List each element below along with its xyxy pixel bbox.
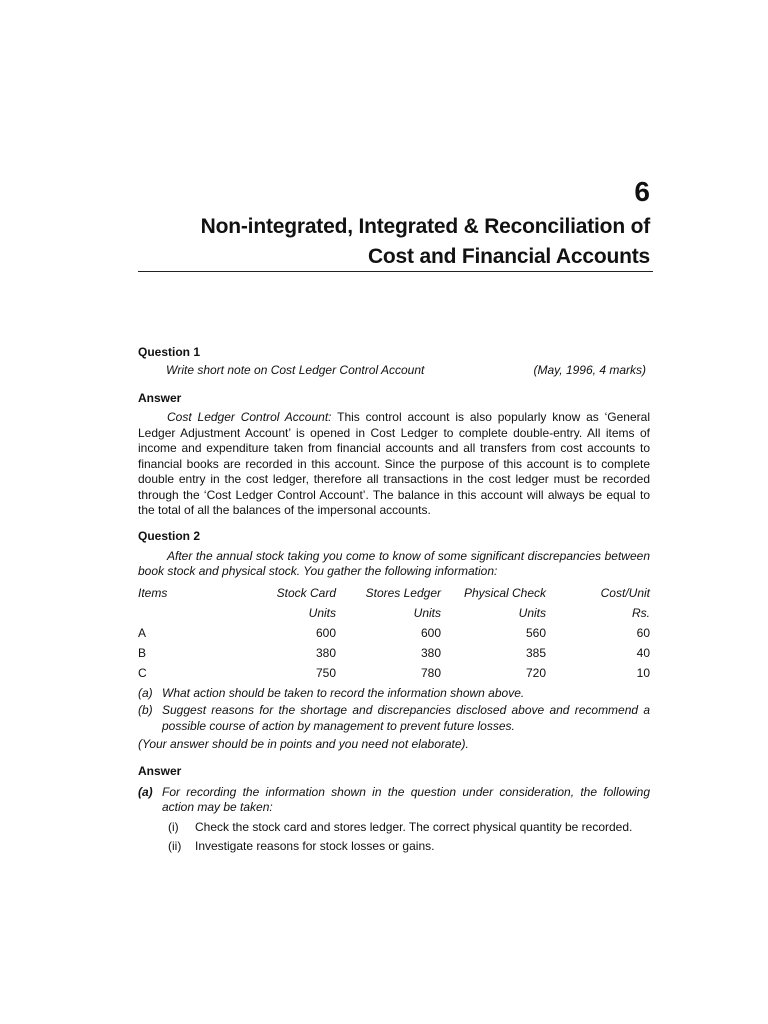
- table-cell: 560: [525, 625, 546, 640]
- question-1-text: [138, 363, 650, 379]
- table-cell: 380: [420, 645, 441, 660]
- table-cell: 780: [420, 665, 441, 680]
- table-cell: 380: [315, 645, 336, 660]
- answer-2-part-a: [138, 785, 650, 816]
- table-header-cell: Stock Card: [276, 585, 336, 600]
- chapter-title: [138, 212, 650, 272]
- table-cell: 720: [525, 665, 546, 680]
- answer-1-heading: Answer: [138, 391, 182, 405]
- question-2-part-b: [138, 703, 650, 734]
- answer-1-body: This control account is also popularly know as ‘General Ledger Adjustment Account’ is opened in Cost Ledger to complete double-entry. All items of income and expenditure taken from financial accounts and all transfers from cost accounts to financial books are recorded in this account. Since the purpose of this account is to complete double entry in the cost ledger, therefore all transactions in the cost ledger must be recorded through the ‘Cost Ledger Control Account’. The balance in this account will always be equal to the total of all the balances of the impersonal accounts.: [138, 410, 650, 517]
- answer-1-paragraph: [138, 410, 650, 519]
- table-cell: 600: [315, 625, 336, 640]
- chapter-title-line-2: Cost and Financial Accounts: [367, 245, 650, 268]
- table-cell: 600: [420, 625, 441, 640]
- stock-discrepancy-table: [138, 584, 650, 684]
- subitem-text: Check the stock card and stores ledger. The correct physical quantity be recorded.: [195, 819, 633, 834]
- subitem-label: (i): [168, 819, 179, 834]
- part-label: (a): [138, 685, 153, 700]
- part-label: (a): [138, 784, 153, 799]
- table-cell: C: [138, 665, 147, 680]
- answer-2-subitem-i: [138, 820, 650, 836]
- question-1-heading: Question 1: [138, 345, 201, 359]
- table-header-row: [138, 584, 650, 604]
- table-units-cell: Units: [518, 605, 546, 620]
- table-cell: 750: [315, 665, 336, 680]
- chapter-title-line-1: Non-integrated, Integrated & Reconciliation of: [200, 215, 650, 238]
- answer-2-heading: Answer: [138, 763, 182, 778]
- part-text: For recording the information shown in the question under consideration, the following action may be taken:: [162, 784, 650, 814]
- question-1-prompt: Write short note on Cost Ledger Control Account: [166, 363, 425, 377]
- question-1-marks: (May, 1996, 4 marks): [533, 363, 646, 377]
- table-units-cell: Rs.: [632, 605, 650, 620]
- table-header-cell: Physical Check: [463, 585, 546, 600]
- table-units-row: [138, 604, 650, 624]
- table-cell: A: [138, 625, 147, 640]
- table-cell: 60: [636, 625, 650, 640]
- table-units-cell: Units: [308, 605, 336, 620]
- question-2-note: (Your answer should be in points and you need not elaborate).: [138, 737, 469, 751]
- table-cell: 40: [636, 645, 650, 660]
- subitem-text: Investigate reasons for stock losses or gains.: [195, 839, 435, 853]
- title-divider: [138, 271, 653, 272]
- table-units-cell: [138, 604, 248, 624]
- document-content: [138, 344, 650, 855]
- table-header-cell: Stores Ledger: [365, 585, 441, 600]
- table-header-cell: Items: [138, 585, 168, 600]
- answer-1-lead-term: Cost Ledger Control Account:: [167, 410, 332, 424]
- part-label: (b): [138, 703, 153, 717]
- table-cell: 385: [525, 645, 546, 660]
- chapter-number: 6: [634, 176, 650, 207]
- subitem-label: (ii): [168, 839, 182, 853]
- part-text: What action should be taken to record the information shown above.: [162, 685, 525, 700]
- table-cell: 10: [636, 665, 650, 680]
- question-2-part-a: [138, 686, 650, 702]
- table-row: [138, 644, 650, 664]
- question-2-heading: Question 2: [138, 528, 201, 543]
- table-header-cell: Cost/Unit: [600, 585, 650, 600]
- table-cell: B: [138, 645, 147, 660]
- table-row: [138, 624, 650, 644]
- table-row: [138, 664, 650, 684]
- answer-2-subitem-ii: [138, 839, 650, 855]
- question-2-intro: After the annual stock taking you come to know of some significant discrepancies between book stock and physical stock. You gather the following information:: [138, 548, 650, 578]
- part-text: Suggest reasons for the shortage and discrepancies disclosed above and recommend a possible course of action by management to prevent future losses.: [162, 703, 650, 733]
- table-units-cell: Units: [413, 605, 441, 620]
